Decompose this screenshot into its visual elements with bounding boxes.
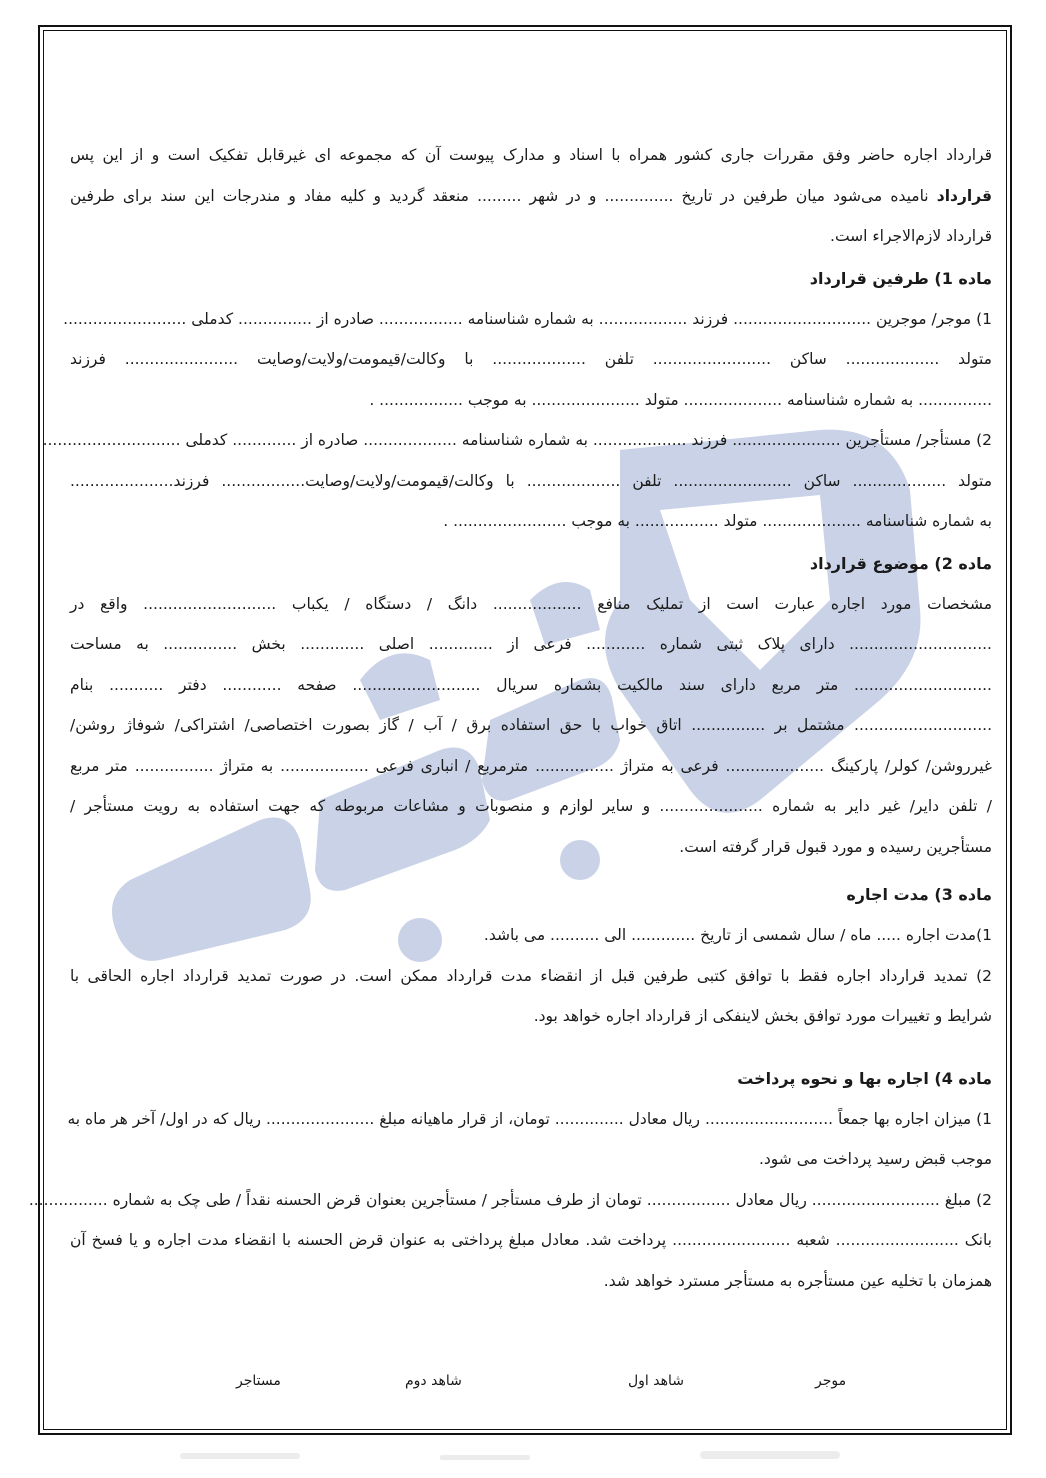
intro-line-1: قرارداد اجاره حاضر وفق مقررات جاری کشور همراه با اسناد و مدارک پیوست آن که مجموعه ای غیرقابل تفکیک است و از این پس <box>70 146 992 164</box>
article-1-line: ............... به شماره شناسنامه .................... متولد ...................... به موجب ................. . <box>369 390 992 409</box>
scan-artifact <box>140 1445 940 1470</box>
contract-body <box>28 135 992 1301</box>
article-1-line: متولد ................... ساکن ........................ تلفن ................... با وکالت/قیمومت/ولایت/وصایت................. فرزند..................... <box>70 471 992 490</box>
intro-line-2 <box>70 176 992 217</box>
article-1-line: متولد ................... ساکن ........................ تلفن ................... با وکالت/قیمومت/ولایت/وصایت ....................... فرزند <box>70 350 992 368</box>
article-4-line: 1) میزان اجاره بها جمعاً .......................... ریال معادل .............. تومان، از قرار ماهیانه مبلغ ...................... ریال که در اول/ آخر هر ماه به <box>67 1109 992 1128</box>
article-3-heading: ماده 3) مدت اجاره <box>846 885 992 904</box>
signature-landlord: موجر <box>815 1373 847 1389</box>
article-4-line: 2) مبلغ .......................... ریال معادل ................. تومان از طرف مستأجر / مستأجرین بعنوان قرض الحسنه نقداً / طی چک به شماره ................ <box>28 1190 992 1209</box>
article-4-heading: ماده 4) اجاره بها و نحوه پرداخت <box>737 1068 992 1088</box>
article-2-line: ............................ متر مربع دارای سند مالکیت بشماره سریال .......................... صفحه ............ دفتر ........... بنام <box>70 675 992 694</box>
article-2-line: ............................ مشتمل بر ............... اتاق خواب با حق استفاده برق / آب / گاز بصورت اختصاصی/ اشتراکی/ شوفاژ روشن/ <box>70 716 992 734</box>
article-2-line: مستأجرین رسیده و مورد قبول قرار گرفته است. <box>679 837 992 856</box>
signature-witness-1: شاهد اول <box>628 1373 684 1389</box>
article-2-heading: ماده 2) موضوع قرارداد <box>809 553 992 573</box>
intro-line-3: قرارداد لازم‌الاجراء است. <box>830 227 992 245</box>
article-4-line: بانک ......................... شعبه ........................ پرداخت شد. معادل مبلغ پرداختی به عنوان قرض الحسنه با انقضاء مدت اجاره و یا فسخ آن <box>70 1231 992 1249</box>
intro-contract-word: قرارداد <box>936 186 992 205</box>
article-2-line: ............................. دارای پلاک ثبتی شماره ............ فرعی از ............. اصلی ............. بخش ............... به مساحت <box>70 635 992 653</box>
signature-row <box>0 1373 1046 1403</box>
signature-witness-2: شاهد دوم <box>405 1373 462 1389</box>
article-3-line: 1)مدت اجاره ..... ماه / سال شمسی از تاریخ ............. الی .......... می باشد. <box>483 926 992 944</box>
article-2-line: مشخصات مورد اجاره عبارت است از تملیک منافع .................. دانگ / دستگاه / یکباب ........................... واقع در <box>70 594 992 613</box>
article-4-line: موجب قبض رسید پرداخت می شود. <box>758 1150 992 1168</box>
article-1-line: به شماره شناسنامه .................... متولد ................. به موجب ....................... . <box>443 512 992 530</box>
article-2-line: / تلفن دایر/ غیر دایر به شماره ..................... و سایر لوازم و منصوبات و مشاعات مربوطه که جهت استفاده به رویت مستأجر / <box>70 797 992 815</box>
article-2-line: غیرروشن/ کولر/ پارکینگ .................... فرعی به متراژ ................ مترمربع / انباری فرعی .................. به متراژ ................ متر مربع <box>70 756 992 775</box>
article-3-line: شرایط و تغییرات مورد توافق بخش لاینفکی از قرارداد اجاره خواهد بود. <box>533 1007 992 1025</box>
article-1-line: 1) موجر/ موجرین ............................ فرزند .................. به شماره شناسنامه ................. صادره از ............... کدملی ......................... <box>63 309 992 328</box>
article-1-heading: ماده 1) طرفین قرارداد <box>809 268 992 288</box>
intro-line-2-text: نامیده می‌شود میان طرفین در تاریخ .............. و در شهر ......... منعقد گردید و کلیه مفاد و مندرجات این سند برای طرفین <box>70 186 937 205</box>
article-4-line: همزمان با تخلیه عین مستأجره به مستأجر مسترد خواهد شد. <box>603 1271 992 1290</box>
article-3-line: 2) تمدید قرارداد اجاره فقط با توافق کتبی طرفین قبل از انقضاء مدت قرارداد ممکن است. در صورت تمدید قرارداد اجاره الحاقی با <box>70 966 992 985</box>
signature-tenant: مستاجر <box>236 1373 281 1389</box>
article-1-line: 2) مستأجر/ مستأجرین ...................... فرزند ................... به شماره شناسنامه ................... صادره از ............. کدملی ............................ <box>42 431 992 449</box>
